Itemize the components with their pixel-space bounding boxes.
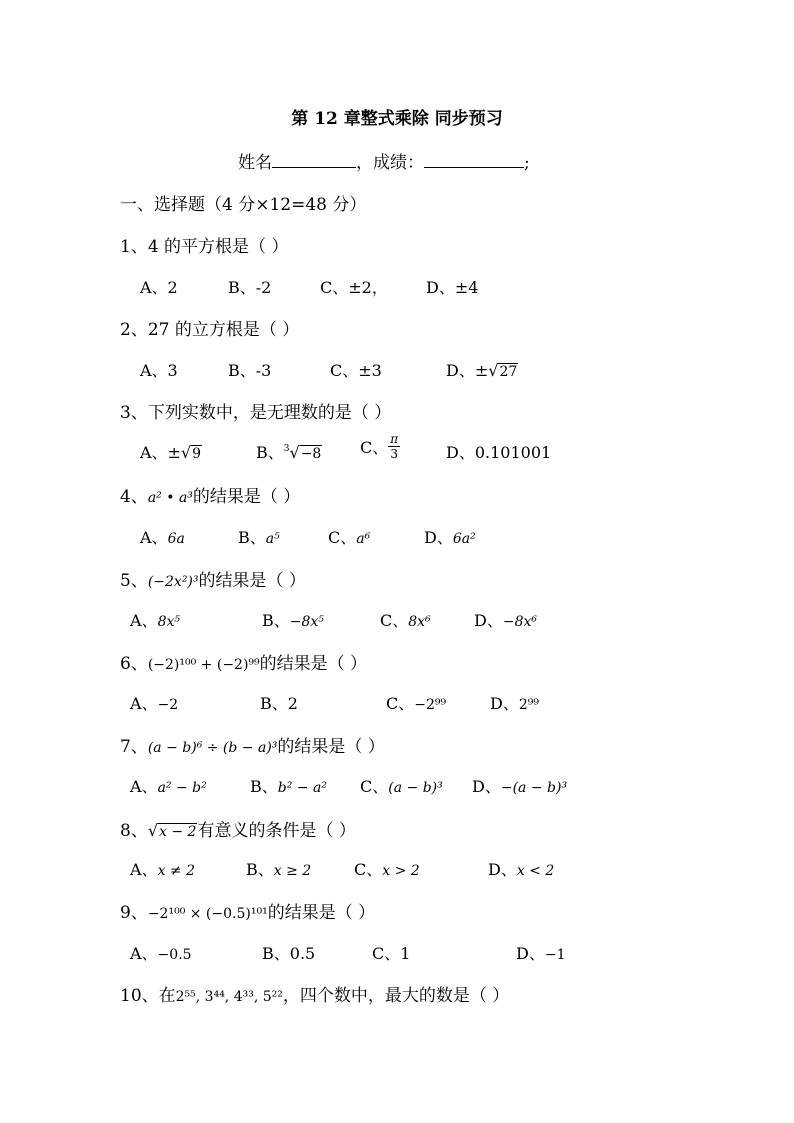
q7-option-d[interactable]: D、−(a − b)³ (472, 777, 568, 796)
sqrt-9: √9 (180, 443, 202, 462)
q9-expression: −2¹⁰⁰ × (−0.5)¹⁰¹ (147, 906, 268, 922)
question-number: 2、 (120, 320, 148, 340)
q4-expression: a² • a³ (147, 490, 193, 506)
question-stem: ，四个数中，最大的数是（ ） (282, 986, 510, 1006)
question-stem: 的结果是（ ） (259, 654, 368, 674)
page-title: 第 12 章整式乘除 同步预习 (291, 109, 503, 129)
q8-option-a[interactable]: A、x ≠ 2 (130, 860, 195, 879)
q5-option-c[interactable]: C、8x⁶ (380, 611, 431, 630)
q1-option-a[interactable]: A、2 (140, 278, 178, 297)
q6-expression: (−2)¹⁰⁰ + (−2)⁹⁹ (147, 657, 260, 673)
question-3 (120, 398, 391, 423)
q4-option-b[interactable]: B、a⁵ (238, 528, 280, 547)
question-stem: 的结果是（ ） (267, 903, 376, 923)
q2-option-d[interactable]: D、±√27 (446, 361, 518, 380)
q6-option-c[interactable]: C、−2⁹⁹ (386, 694, 447, 713)
q4-option-d[interactable]: D、6a² (424, 528, 476, 547)
name-blank[interactable] (272, 153, 356, 168)
end-mark: ; (524, 153, 530, 173)
name-label: 姓名 (238, 153, 272, 173)
question-number: 10、 (120, 986, 159, 1006)
q6-option-b[interactable]: B、2 (260, 694, 298, 713)
question-stem: 的结果是（ ） (198, 571, 306, 591)
q4-option-c[interactable]: C、a⁶ (328, 528, 371, 547)
q5-option-a[interactable]: A、8x⁵ (130, 611, 180, 630)
q1-option-d[interactable]: D、±4 (426, 278, 479, 297)
q7-expression: (a − b)⁶ ÷ (b − a)³ (147, 740, 278, 756)
q2-option-c[interactable]: C、±3 (330, 361, 382, 380)
q6-option-d[interactable]: D、2⁹⁹ (490, 694, 539, 713)
q9-option-c[interactable]: C、1 (372, 944, 411, 963)
q10-expression: 2⁵⁵, 3⁴⁴, 4³³, 5²² (175, 989, 283, 1005)
question-1 (120, 232, 288, 257)
q9-option-b[interactable]: B、0.5 (262, 944, 316, 963)
question-8 (120, 816, 356, 841)
q8-option-b[interactable]: B、x ≥ 2 (246, 860, 312, 879)
question-number: 5、 (120, 571, 148, 591)
score-label: ，成绩： (356, 153, 424, 173)
student-info (238, 148, 530, 173)
sqrt-27: √27 (488, 361, 518, 380)
question-5 (120, 566, 306, 591)
sqrt-x-minus-2: √x − 2 (147, 821, 197, 840)
q4-option-a[interactable]: A、6a (140, 528, 185, 547)
q9-option-d[interactable]: D、−1 (516, 944, 566, 963)
q5-option-d[interactable]: D、−8x⁶ (474, 611, 537, 630)
question-2 (120, 315, 299, 340)
pi-over-3: $\frac{\pi}{3}$ (390, 432, 399, 461)
q2-option-b[interactable]: B、-3 (228, 361, 272, 380)
section-heading: 一、选择题（4 分×12=48 分） (120, 195, 367, 215)
q3-option-b[interactable]: B、$^3$√−8 (256, 443, 322, 462)
question-stem: 4 的平方根是（ ） (147, 237, 289, 257)
question-stem: 的结果是（ ） (192, 487, 301, 507)
q3-option-c[interactable]: C、 $\frac{\pi}{3}$ (360, 432, 399, 461)
cbrt-neg-8: $^3$√−8 (283, 443, 322, 462)
question-4 (120, 482, 300, 507)
q8-option-c[interactable]: C、x > 2 (354, 860, 420, 879)
question-stem: 27 的立方根是（ ） (147, 320, 300, 340)
q8-option-d[interactable]: D、x < 2 (488, 860, 555, 879)
q1-option-c[interactable]: C、±2， (320, 278, 388, 297)
question-stem: 下列实数中，是无理数的是（ ） (147, 403, 392, 423)
q5-expression: (−2x²)³ (147, 574, 199, 590)
question-number: 6、 (120, 654, 148, 674)
question-number: 8、 (120, 821, 148, 841)
q2-option-a[interactable]: A、3 (140, 361, 178, 380)
question-number: 1、 (120, 237, 148, 257)
question-6 (120, 649, 367, 674)
question-stem: 有意义的条件是（ ） (197, 821, 356, 841)
q7-option-b[interactable]: B、b² − a² (250, 777, 327, 796)
q7-option-c[interactable]: C、(a − b)³ (360, 777, 443, 796)
q6-option-a[interactable]: A、−2 (130, 694, 179, 713)
question-7 (120, 732, 385, 757)
q5-option-b[interactable]: B、−8x⁵ (262, 611, 324, 630)
score-blank[interactable] (424, 153, 524, 168)
question-9 (120, 898, 375, 923)
question-number: 4、 (120, 487, 148, 507)
question-stem: 的结果是（ ） (277, 737, 385, 757)
question-number: 3、 (120, 403, 148, 423)
q3-option-a[interactable]: A、±√9 (140, 443, 202, 462)
q1-option-b[interactable]: B、-2 (228, 278, 272, 297)
question-number: 9、 (120, 903, 148, 923)
q9-option-a[interactable]: A、−0.5 (130, 944, 192, 963)
question-number: 7、 (120, 737, 148, 757)
question-10: 10、在2⁵⁵, 3⁴⁴, 4³³, 5²²，四个数中，最大的数是（ ） (120, 986, 510, 1006)
q3-option-d[interactable]: D、0.101001 (446, 443, 552, 462)
q7-option-a[interactable]: A、a² − b² (130, 777, 207, 796)
